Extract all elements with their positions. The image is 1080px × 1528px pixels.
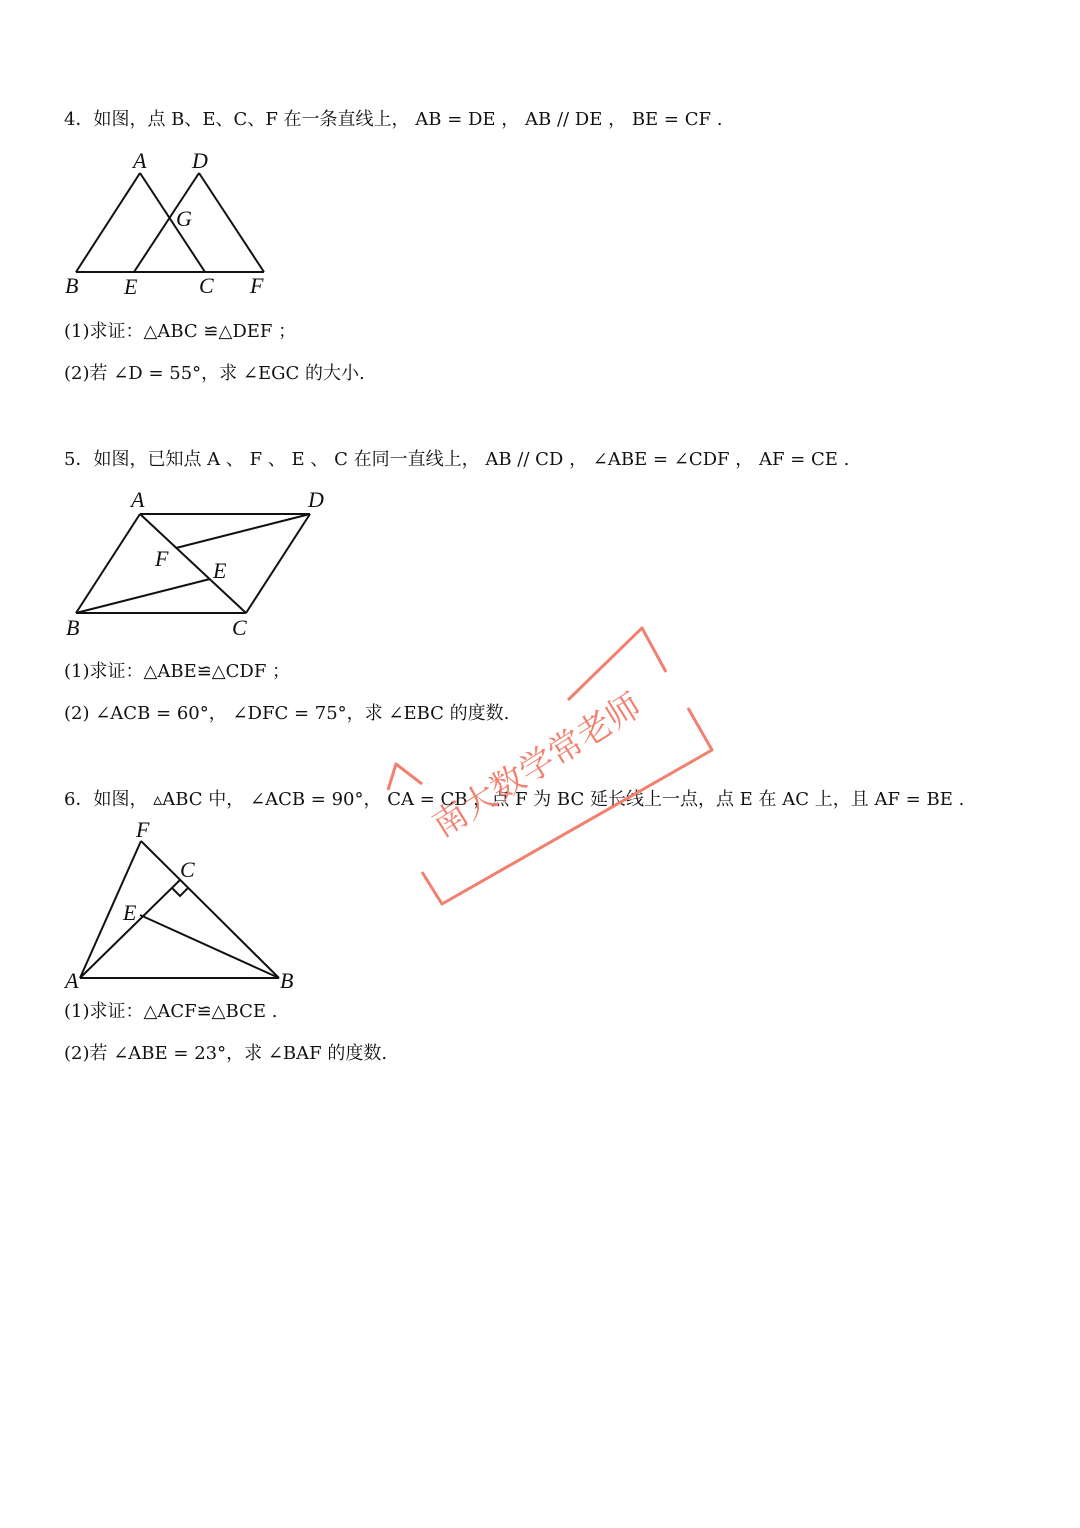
label-c: C xyxy=(180,857,195,882)
label-e: E xyxy=(124,274,138,299)
watermark-arrow-tip xyxy=(388,764,422,790)
label-a: A xyxy=(65,968,79,992)
segment-ac xyxy=(140,173,205,272)
watermark-text: 南大数学常老师 xyxy=(425,685,649,846)
label-d: D xyxy=(308,487,324,512)
label-e: E xyxy=(123,900,137,925)
label-d: D xyxy=(192,148,208,173)
problem-6-stem: 6．如图， ▵ABC 中， ∠ACB = 90°， CA = CB ，点 F 为 BC 延长线上一点，点 E 在 AC 上，且 AF = BE . xyxy=(64,789,965,810)
label-b: B xyxy=(280,968,294,992)
figure-problem-5 xyxy=(60,486,340,644)
label-e: E xyxy=(213,558,227,583)
label-a: A xyxy=(133,148,147,173)
problem-6-part-2: (2)若 ∠ABE = 23°，求 ∠BAF 的度数. xyxy=(64,1043,388,1064)
segment-eb xyxy=(140,915,279,978)
label-f: F xyxy=(136,818,150,842)
label-g: G xyxy=(176,206,192,231)
problem-5-stem: 5．如图，已知点 A 、 F 、 E 、 C 在同一直线上， AB // CD ， ∠ABE = ∠CDF ， AF = CE . xyxy=(64,449,850,470)
label-b: B xyxy=(65,273,79,298)
label-c: C xyxy=(199,273,214,298)
segment-df xyxy=(199,173,264,272)
segment-ac xyxy=(80,880,180,978)
problem-5-part-1: (1)求证：△ABE≌△CDF ； xyxy=(64,661,291,682)
segment-be xyxy=(76,579,210,613)
watermark-stamp xyxy=(370,610,730,920)
segment-fb xyxy=(141,841,279,978)
problem-4-stem: 4．如图，点 B、E、C、F 在一条直线上， AB = DE ， AB // DE ， BE = CF . xyxy=(64,109,723,130)
problem-6-part-1: (1)求证：△ACF≌△BCE . xyxy=(64,1001,278,1022)
problem-5-part-2: (2) ∠ACB = 60°， ∠DFC = 75°，求 ∠EBC 的度数. xyxy=(64,703,510,724)
watermark-arrow-upper xyxy=(568,628,666,700)
figure-problem-4 xyxy=(60,148,280,300)
segment-ab xyxy=(76,514,140,613)
label-f: F xyxy=(250,273,264,298)
problem-4-part-1: (1)求证：△ABC ≌△DEF ； xyxy=(64,321,297,342)
label-f: F xyxy=(155,546,169,571)
label-a: A xyxy=(131,487,145,512)
problem-4-part-2: (2)若 ∠D = 55°，求 ∠EGC 的大小. xyxy=(64,363,365,384)
right-angle-mark xyxy=(172,888,188,896)
segment-df xyxy=(176,514,310,548)
segment-dc xyxy=(246,514,310,613)
figure-problem-6 xyxy=(60,818,300,992)
label-b: B xyxy=(66,615,80,640)
label-c: C xyxy=(232,615,247,640)
segment-ab xyxy=(76,173,140,272)
